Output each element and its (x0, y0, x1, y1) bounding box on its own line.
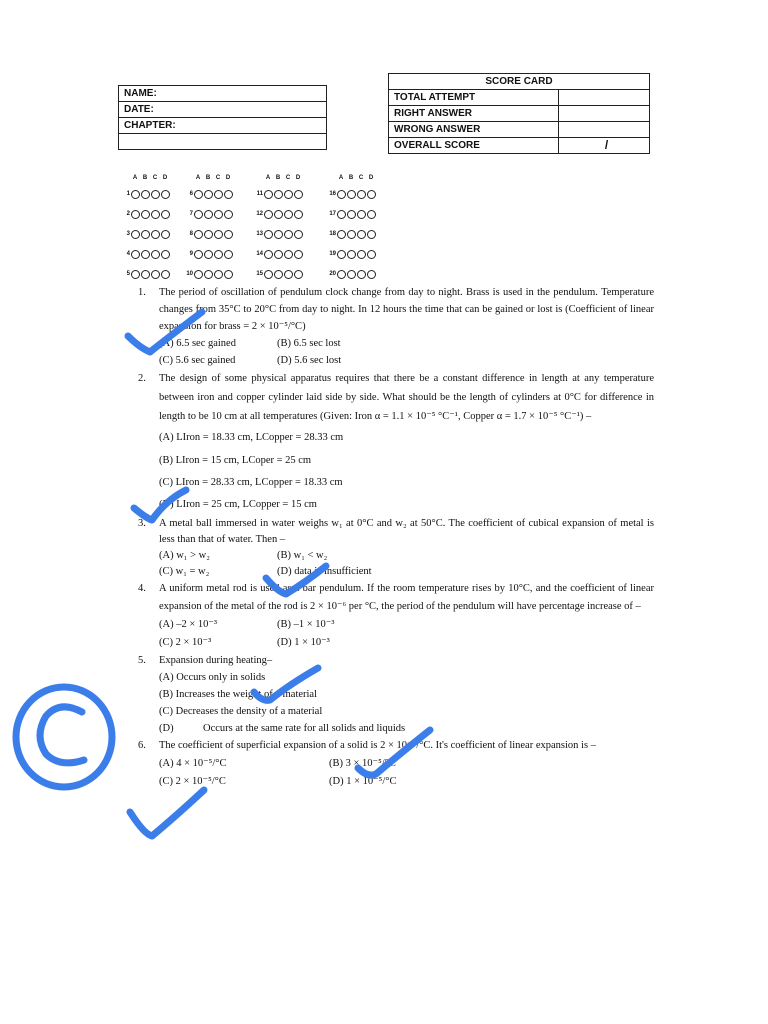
chapter-field[interactable]: CHAPTER: (119, 118, 327, 134)
question (138, 284, 654, 369)
omr-bubble[interactable] (161, 230, 170, 239)
omr-row-number: 9 (189, 251, 193, 257)
omr-row-number: 1 (126, 191, 130, 197)
omr-bubble[interactable] (367, 230, 376, 239)
omr-option-label: A (265, 175, 271, 181)
omr-bubble[interactable] (357, 210, 366, 219)
question-list (138, 284, 654, 791)
omr-bubble[interactable] (357, 250, 366, 259)
omr-option-label: C (152, 175, 158, 181)
question-number: 4. (138, 583, 146, 594)
omr-bubble[interactable] (214, 210, 223, 219)
omr-answer-grid (122, 175, 392, 275)
omr-option-label: A (195, 175, 201, 181)
omr-bubble[interactable] (194, 230, 203, 239)
omr-bubble[interactable] (347, 230, 356, 239)
omr-row-number: 18 (329, 231, 336, 237)
option-d-label: (D) (159, 723, 174, 734)
option-a[interactable]: (A) Occurs only in solids (159, 672, 266, 683)
option-a[interactable]: (A) w₁ > w₂ (159, 550, 210, 561)
option-d[interactable]: (D) LIron = 25 cm, LCopper = 15 cm (159, 499, 317, 510)
name-field[interactable]: NAME: (119, 86, 327, 102)
omr-option-label: B (205, 175, 211, 181)
omr-row (122, 204, 182, 224)
omr-row-number: 7 (189, 211, 193, 217)
option-c[interactable]: (C) LIron = 28.33 cm, LCopper = 18.33 cm (159, 477, 343, 488)
question-text: The coefficient of superficial expansion of a solid is 2 × 10⁻⁵/°C. It's coefficient of linear expansion is – (159, 740, 596, 751)
omr-bubble[interactable] (224, 270, 233, 279)
omr-bubble[interactable] (161, 190, 170, 199)
question-text: The period of oscillation of pendulum clock change from day to night. Brass is used in the pendulum. Temperature changes from 35°C to 20°C from day to night. In 12 hours the time that can be gained or lost is (Coefficient of linear expansion for brass = 2 × 10⁻⁵/°C) (159, 287, 654, 332)
omr-bubble[interactable] (131, 270, 140, 279)
omr-row (253, 204, 313, 224)
circled-letter-icon (16, 687, 112, 787)
omr-bubble[interactable] (194, 190, 203, 199)
omr-bubble[interactable] (284, 250, 293, 259)
student-info-table (118, 85, 327, 150)
omr-bubble[interactable] (294, 190, 303, 199)
omr-row-number: 19 (329, 251, 336, 257)
omr-bubble[interactable] (131, 190, 140, 199)
omr-header (185, 175, 245, 184)
omr-option-label: B (142, 175, 148, 181)
omr-bubble[interactable] (294, 270, 303, 279)
omr-bubble[interactable] (357, 270, 366, 279)
right-answer-label: RIGHT ANSWER (389, 106, 559, 122)
omr-bubble[interactable] (294, 250, 303, 259)
omr-option-label: A (132, 175, 138, 181)
omr-bubble[interactable] (274, 190, 283, 199)
right-answer-value[interactable] (559, 106, 650, 122)
omr-bubble[interactable] (294, 210, 303, 219)
omr-bubble[interactable] (337, 270, 346, 279)
question-number: 5. (138, 655, 146, 666)
option-b[interactable]: (B) 3 × 10⁻⁵/°C (329, 758, 396, 769)
omr-bubble[interactable] (194, 210, 203, 219)
option-c[interactable]: (C) Decreases the density of a material (159, 706, 323, 717)
option-d[interactable]: (D) 5.6 sec lost (277, 355, 342, 366)
omr-bubble[interactable] (274, 210, 283, 219)
omr-bubble[interactable] (274, 270, 283, 279)
omr-option-label: D (162, 175, 168, 181)
omr-bubble[interactable] (264, 250, 273, 259)
omr-bubble[interactable] (131, 210, 140, 219)
omr-bubble[interactable] (274, 230, 283, 239)
question-number: 1. (138, 287, 146, 298)
omr-bubble[interactable] (194, 270, 203, 279)
option-a[interactable]: (A) LIron = 18.33 cm, LCopper = 28.33 cm (159, 432, 344, 443)
score-card-title: SCORE CARD (389, 74, 650, 90)
omr-row (122, 184, 182, 204)
score-card (388, 73, 650, 154)
overall-score-value[interactable]: / (559, 138, 650, 154)
option-c[interactable]: (C) 5.6 sec gained (159, 355, 236, 366)
question-text: A uniform metal rod is used as a bar pendulum. If the room temperature rises by 10°C, and the coefficient of linear expansion of the metal of the rod is 2 × 10⁻⁶ per °C, the period of the pendulum will have percentage increase of – (159, 583, 654, 612)
omr-row (122, 264, 182, 284)
option-c[interactable]: (C) 2 × 10⁻⁵/°C (159, 776, 226, 787)
omr-column (122, 175, 182, 284)
omr-row (253, 224, 313, 244)
question (138, 580, 654, 652)
omr-bubble[interactable] (357, 230, 366, 239)
option-b[interactable]: (B) 6.5 sec lost (277, 338, 341, 349)
omr-option-label: D (225, 175, 231, 181)
omr-row-number: 17 (329, 211, 336, 217)
omr-bubble[interactable] (151, 230, 160, 239)
option-d[interactable]: (D) 1 × 10⁻⁵/°C (329, 776, 397, 787)
omr-row-number: 4 (126, 251, 130, 257)
omr-bubble[interactable] (347, 190, 356, 199)
omr-bubble[interactable] (214, 230, 223, 239)
omr-bubble[interactable] (151, 210, 160, 219)
omr-bubble[interactable] (347, 270, 356, 279)
omr-row-number: 13 (256, 231, 263, 237)
question (138, 737, 654, 791)
omr-bubble[interactable] (204, 210, 213, 219)
omr-bubble[interactable] (161, 210, 170, 219)
omr-bubble[interactable] (161, 250, 170, 259)
omr-column (326, 175, 386, 284)
question-number: 2. (138, 373, 146, 384)
omr-bubble[interactable] (214, 250, 223, 259)
total-attempt-value[interactable] (559, 90, 650, 106)
omr-row-number: 3 (126, 231, 130, 237)
omr-bubble[interactable] (284, 230, 293, 239)
omr-bubble[interactable] (337, 230, 346, 239)
omr-bubble[interactable] (357, 190, 366, 199)
question-text: A metal ball immersed in water weighs w₁ at 0°C and w₂ at 50°C. The coefficient of cubical expansion of metal is less than that of water. Then – (159, 518, 654, 545)
question (138, 516, 654, 580)
omr-bubble[interactable] (141, 230, 150, 239)
omr-header (122, 175, 182, 184)
option-b[interactable]: (B) –1 × 10⁻³ (277, 619, 335, 630)
wrong-answer-value[interactable] (559, 122, 650, 138)
omr-row (326, 184, 386, 204)
omr-row (185, 204, 245, 224)
omr-row (122, 244, 182, 264)
omr-bubble[interactable] (337, 190, 346, 199)
omr-bubble[interactable] (204, 190, 213, 199)
omr-bubble[interactable] (224, 230, 233, 239)
omr-row-number: 15 (256, 271, 263, 277)
option-b[interactable]: (B) LIron = 15 cm, LCoper = 25 cm (159, 455, 312, 466)
omr-row (185, 184, 245, 204)
omr-row-number: 11 (256, 191, 263, 197)
omr-option-label: A (338, 175, 344, 181)
omr-row-number: 2 (126, 211, 130, 217)
question-text: The design of some physical apparatus requires that there be a constant difference in length at any temperature between iron and copper cylinder laid side by side. What should be the length of cylinders at 0°C for difference in length to be 10 cm at all temperatures (Given: Iron α = 1.1 × 10⁻⁵ °C⁻¹, Copper α = 1.7 × 10⁻⁵ °C⁻¹) – (159, 373, 654, 422)
question-number: 6. (138, 740, 146, 751)
question (138, 369, 654, 516)
omr-row (185, 264, 245, 284)
option-d[interactable]: (D) 1 × 10⁻³ (277, 637, 330, 648)
option-b[interactable]: (B) Increases the weight of a material (159, 689, 318, 700)
omr-bubble[interactable] (264, 230, 273, 239)
omr-bubble[interactable] (151, 250, 160, 259)
omr-bubble[interactable] (337, 250, 346, 259)
checkmark-icon (130, 790, 204, 836)
omr-row (253, 244, 313, 264)
omr-bubble[interactable] (294, 230, 303, 239)
omr-bubble[interactable] (264, 210, 273, 219)
omr-bubble[interactable] (151, 270, 160, 279)
omr-row (326, 264, 386, 284)
omr-row-number: 6 (189, 191, 193, 197)
omr-bubble[interactable] (367, 270, 376, 279)
omr-bubble[interactable] (264, 270, 273, 279)
omr-column (253, 175, 313, 284)
omr-option-label: C (358, 175, 364, 181)
omr-row-number: 5 (126, 271, 130, 277)
omr-bubble[interactable] (204, 250, 213, 259)
omr-bubble[interactable] (141, 190, 150, 199)
omr-row (185, 244, 245, 264)
omr-bubble[interactable] (151, 190, 160, 199)
omr-option-label: C (215, 175, 221, 181)
omr-bubble[interactable] (284, 270, 293, 279)
omr-option-label: D (368, 175, 374, 181)
omr-row-number: 12 (256, 211, 263, 217)
question-number: 3. (138, 518, 146, 529)
omr-row-number: 20 (329, 271, 336, 277)
option-a[interactable]: (A) 4 × 10⁻⁵/°C (159, 758, 227, 769)
omr-bubble[interactable] (264, 190, 273, 199)
omr-option-label: C (285, 175, 291, 181)
omr-bubble[interactable] (214, 190, 223, 199)
overall-score-label: OVERALL SCORE (389, 138, 559, 154)
omr-header (326, 175, 386, 184)
omr-row (326, 204, 386, 224)
omr-row-number: 10 (186, 271, 193, 277)
option-a[interactable]: (A) –2 × 10⁻³ (159, 619, 218, 630)
omr-row (253, 264, 313, 284)
omr-bubble[interactable] (347, 250, 356, 259)
chapter-value-field[interactable] (119, 134, 327, 150)
wrong-answer-label: WRONG ANSWER (389, 122, 559, 138)
option-c[interactable]: (C) w₁ = w₂ (159, 566, 210, 577)
omr-bubble[interactable] (284, 190, 293, 199)
omr-bubble[interactable] (204, 270, 213, 279)
total-attempt-label: TOTAL ATTEMPT (389, 90, 559, 106)
omr-row (122, 224, 182, 244)
omr-row (326, 244, 386, 264)
option-d[interactable] (159, 720, 654, 737)
omr-bubble[interactable] (214, 270, 223, 279)
omr-option-label: B (275, 175, 281, 181)
omr-bubble[interactable] (224, 190, 233, 199)
omr-bubble[interactable] (284, 210, 293, 219)
omr-option-label: D (295, 175, 301, 181)
omr-row-number: 16 (329, 191, 336, 197)
omr-row (185, 224, 245, 244)
omr-row-number: 14 (256, 251, 263, 257)
omr-column (185, 175, 245, 284)
omr-row-number: 8 (189, 231, 193, 237)
omr-bubble[interactable] (224, 250, 233, 259)
option-a[interactable]: (A) 6.5 sec gained (159, 338, 236, 349)
omr-bubble[interactable] (194, 250, 203, 259)
omr-bubble[interactable] (347, 210, 356, 219)
omr-bubble[interactable] (274, 250, 283, 259)
omr-bubble[interactable] (367, 250, 376, 259)
omr-bubble[interactable] (367, 210, 376, 219)
omr-row (253, 184, 313, 204)
omr-bubble[interactable] (224, 210, 233, 219)
option-c[interactable]: (C) 2 × 10⁻³ (159, 637, 212, 648)
omr-bubble[interactable] (131, 230, 140, 239)
omr-bubble[interactable] (141, 270, 150, 279)
option-d[interactable]: (D) data is insufficient (277, 566, 372, 577)
omr-bubble[interactable] (141, 250, 150, 259)
letter-c-icon (40, 707, 84, 763)
option-d-text: Occurs at the same rate for all solids and liquids (203, 723, 406, 734)
omr-bubble[interactable] (337, 210, 346, 219)
omr-header (253, 175, 313, 184)
omr-bubble[interactable] (367, 190, 376, 199)
omr-bubble[interactable] (204, 230, 213, 239)
date-field[interactable]: DATE: (119, 102, 327, 118)
omr-bubble[interactable] (161, 270, 170, 279)
omr-row (326, 224, 386, 244)
option-b[interactable]: (B) w₁ < w₂ (277, 550, 328, 561)
omr-option-label: B (348, 175, 354, 181)
question (138, 652, 654, 737)
omr-bubble[interactable] (141, 210, 150, 219)
omr-bubble[interactable] (131, 250, 140, 259)
question-text: Expansion during heating– (159, 655, 273, 666)
